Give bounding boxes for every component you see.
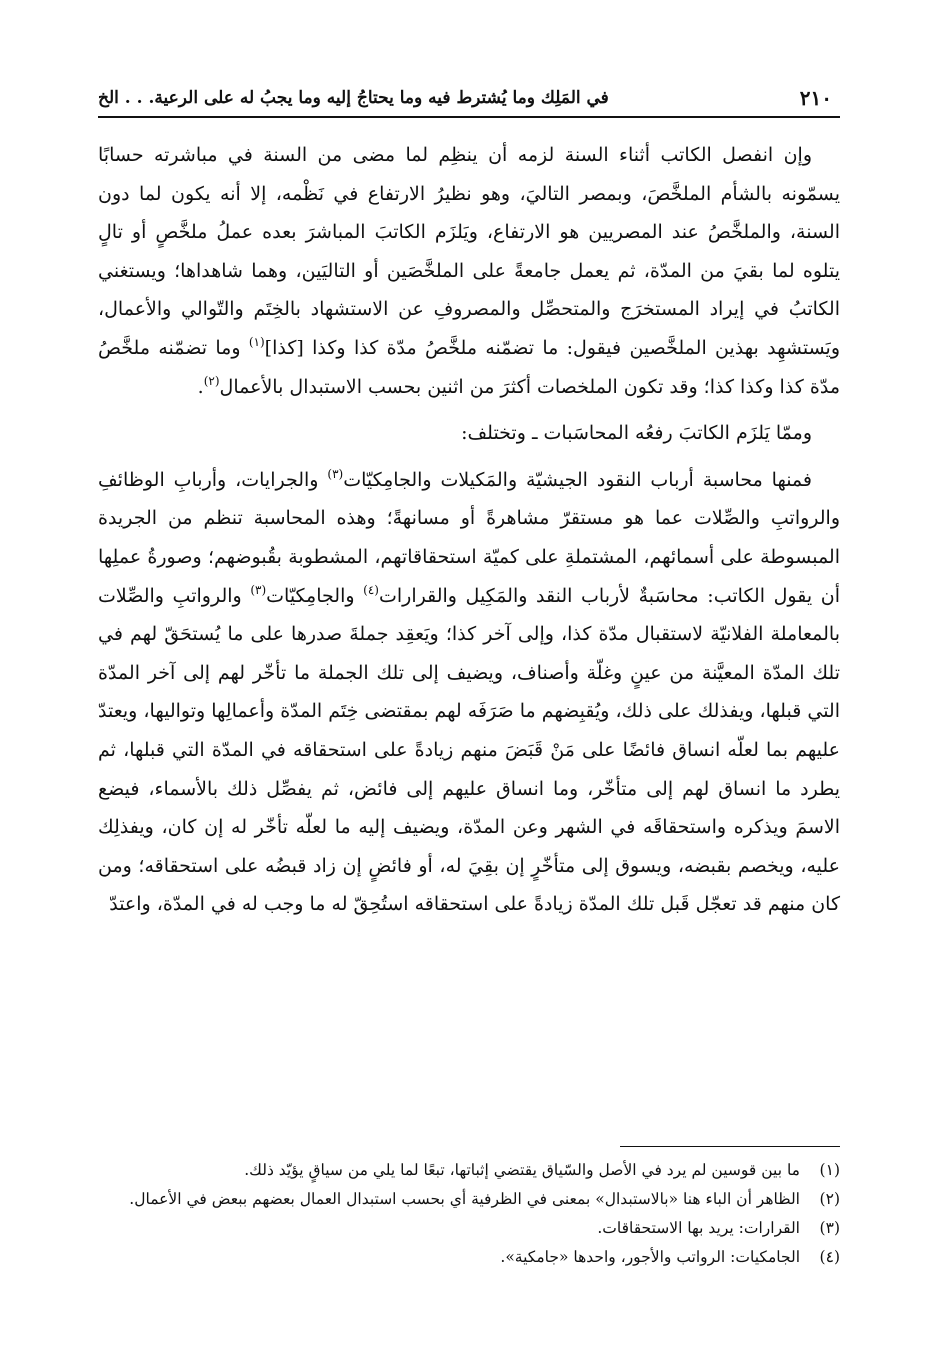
footnote-1 bbox=[98, 1156, 840, 1185]
footnote-mark-2: (٢) bbox=[203, 373, 220, 388]
paragraph-1-part-a: وإن انفصل الكاتب أثناء السنة لزمه أن ينظِم لما مضى من السنة في مباشرته حسابًا يسمّونه بالشأم الملخَّصَ، وبمصر التاليَ، وهو نظيرُ الارتفاع في نَظْمه، إلا أنه يكون لما دون السنة، والملخَّصُ عند المصريين هو الارتفاع، ويَلزَم الكاتبَ المباشرَ بعده عملُ ملخَّصٍ أو تالٍ يتلوه لما بقيَ من المدّة، ثم يعمل جامعةً على الملخَّصَين أو التاليَين، وهما شاهداها؛ ويستغني الكاتبُ في إيراد المستخرَج والمتحصِّل والمصروفِ عن الاستشهاد بالخِتَم والتّوالي والأعمال، ويَستشهِد بهذين الملخَّصين فيقول: ما تضمّنه ملخَّصُ مدّة كذا وكذا [كذا] bbox=[98, 144, 840, 359]
footnote-3 bbox=[98, 1214, 840, 1243]
book-page bbox=[98, 80, 840, 1300]
footnote-mark-1: (١) bbox=[248, 334, 265, 349]
footnotes bbox=[98, 1156, 840, 1272]
footnote-number: (٣) bbox=[819, 1219, 840, 1237]
paragraph-1 bbox=[98, 136, 840, 406]
paragraph-3-part-c: والجامِكيّات bbox=[266, 584, 355, 607]
running-title: في المَلِك وما يُشترط فيه وما يحتاجُ إليه وما يجبُ له على الرعية. . . الخ bbox=[98, 88, 609, 108]
main-text bbox=[98, 136, 840, 924]
footnote-mark-3a: (٣) bbox=[327, 466, 344, 481]
paragraph-1-part-b: وما تضمّنه ملخَّصُ مدّة كذا وكذا كذا؛ وقد تكون الملخصات أكثرَ من اثنين بحسب الاستبدال بالأعمال bbox=[98, 336, 840, 398]
footnote-text: القرارات: يريد بها الاستحقاقات. bbox=[597, 1219, 800, 1237]
footnote-number: (٤) bbox=[819, 1248, 840, 1266]
paragraph-2-text: وممّا يَلزَم الكاتبَ رفعُه المحاسَبات ـ وتختلف: bbox=[461, 422, 812, 445]
footnote-text: ما بين قوسين لم يرد في الأصل والسّياق يقتضي إثباتها، تبعًا لما يلي من سياقٍ يؤيّد ذلك. bbox=[244, 1161, 800, 1179]
paragraph-1-end: . bbox=[197, 375, 204, 398]
paragraph-2 bbox=[98, 414, 840, 453]
footnote-text: الجامكيات: الرواتب والأجور، واحدها «جامكية». bbox=[500, 1248, 800, 1266]
paragraph-3-part-d: والرواتبِ والصِّلات بالمعاملة الفلانيّة لاستقبال مدّة كذا، وإلى آخر كذا؛ ويَعقِد جملةَ صدرها على ما يُستحَقّ لهم في تلك المدّة المعيَّنة من عينٍ وغلّة وأصناف، ويضيف إلى تلك الجملة ما تأخّر لهم إلى آخر المدّة التي قبلها، ويفذلك على ذلك، ويُقبِضهم ما صَرَفَه لهم بمقتضى خِتَم المدّة وأعمالِها وتواليها، ويعتدّ عليهم بما لعلّه انساق فائضًا على مَنْ قَبَضَ منهم زيادةً على استحقاقه في المدّة التي قبلها، ثم يطرد ما انساق لهم إلى متأخّر، وما انساق عليهم إلى فائض، ثم يفصِّل ذلك بالأسماء، فيضع الاسمَ ويذكره واستحقاقَه في الشهر وعن المدّة، ويضيف إليه ما لعلّه تأخّر له إن كان، ويفذلِك عليه، ويخصم بقبضه، ويسوق إلى متأخّرٍ إن بقِيَ له، أو فائضٍ إن زاد قبضُه على استحقاقه؛ ومن كان منهم قد تعجّل قَبل تلك المدّة زيادةً على استحقاقه استُحِقّ له ما وجب له في المدّة، واعتدّ bbox=[98, 584, 840, 916]
footnote-number: (١) bbox=[819, 1161, 840, 1179]
footnote-separator bbox=[620, 1146, 840, 1147]
page-number: ٢١٠ bbox=[799, 86, 832, 110]
footnote-4 bbox=[98, 1243, 840, 1272]
footnote-text: الظاهر أن الباء هنا «بالاستبدال» بمعنى في الظرفية أي بحسب استبدال العمال بعضهم ببعض في الأعمال. bbox=[129, 1190, 800, 1208]
running-header bbox=[98, 80, 840, 118]
footnote-mark-4: (٤) bbox=[363, 582, 379, 597]
paragraph-3 bbox=[98, 461, 840, 924]
paragraph-3-part-a: فمنها محاسبة أرباب النقود الجيشيّة والمَكيلات والجامِكيّات bbox=[343, 468, 812, 491]
footnote-mark-3b: (٣) bbox=[250, 582, 267, 597]
paragraph-3-part-b: والجرايات، وأربابِ الوظائفِ والرواتبِ والصِّلات عما هو مستقرّ مشاهرةً أو مسانهةً؛ وهذه المحاسبة تنظم من الجريدة المبسوطة على أسمائهم، المشتملةِ على كميّة استحقاقاتهم، المشطوبة بقُبوضهم؛ وصورةُ عملِها أن يقول الكاتب: محاسَبةٌ لأرباب النقد والمَكِيل والقرارات bbox=[98, 468, 840, 607]
footnote-2 bbox=[98, 1185, 840, 1214]
footnote-number: (٢) bbox=[819, 1190, 840, 1208]
